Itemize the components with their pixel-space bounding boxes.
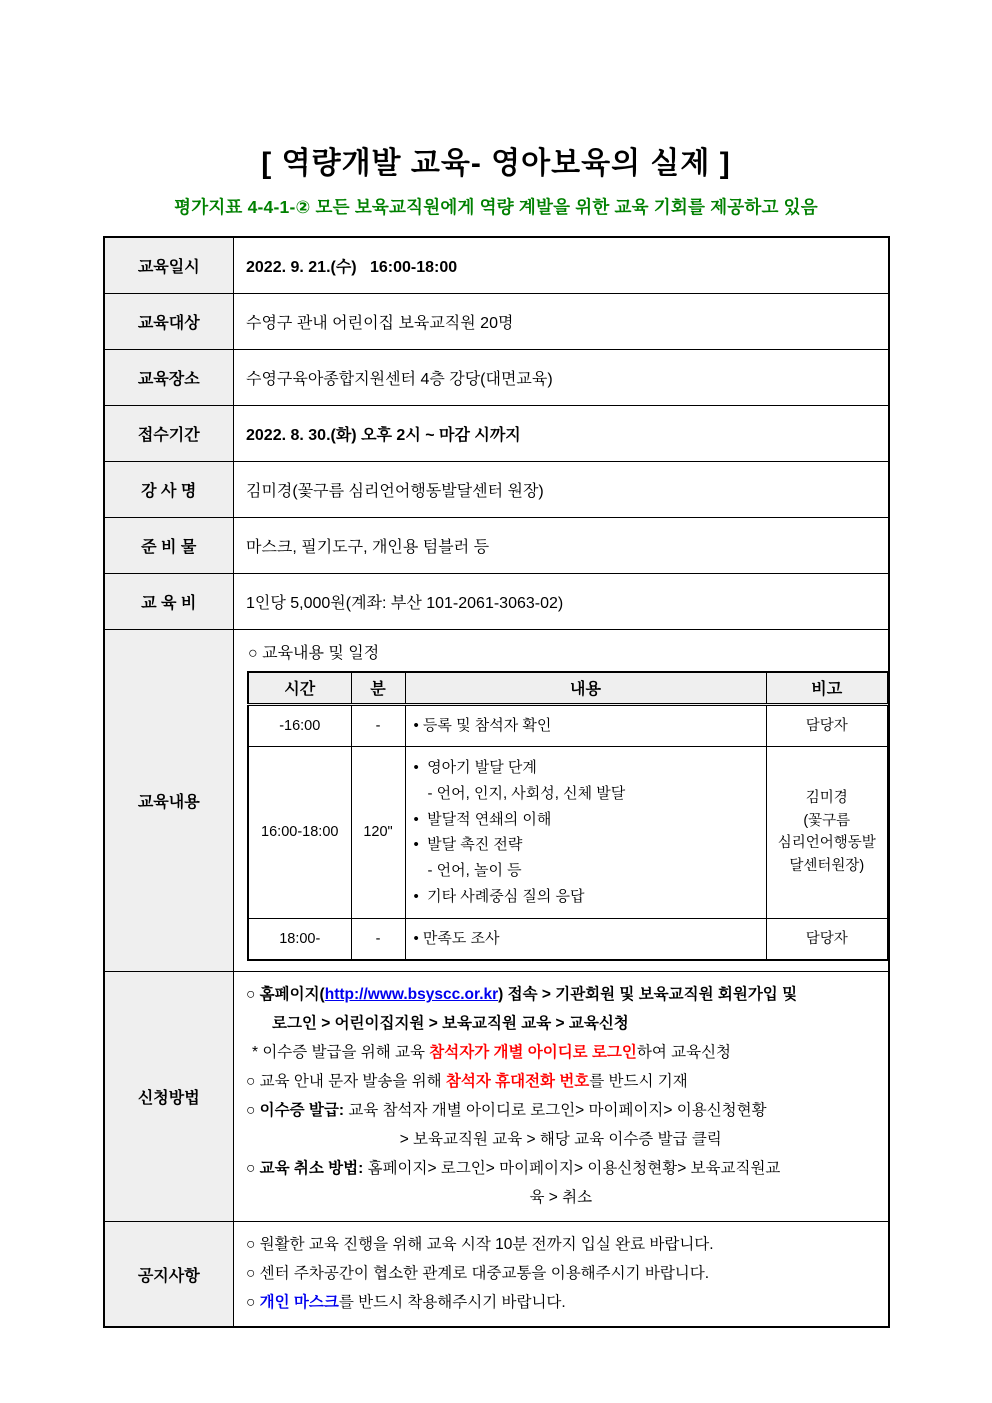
schedule-note: 담당자 [766, 918, 888, 960]
apply-text: ○ [246, 1160, 260, 1178]
row-value: 수영구육아종합지원센터 4층 강당(대면교육) [234, 349, 889, 405]
schedule-content [405, 747, 766, 919]
table-row-schedule [104, 629, 889, 972]
row-label: 준 비 물 [104, 517, 234, 573]
schedule-cell [234, 629, 889, 972]
apply-text: 교육 참석자 개별 아이디로 로그인> 마이페이지> 이용신청현황 [344, 1102, 767, 1120]
apply-text: 홈페이지> 로그인> 마이페이지> 이용신청현황> 보육교직원교 [363, 1160, 781, 1178]
schedule-heading: ○ 교육내용 및 일정 [248, 644, 380, 662]
schedule-content-subline: - 언어, 놀이 등 [427, 862, 522, 880]
schedule-content [405, 918, 766, 960]
education-info-table [103, 236, 890, 1328]
schedule-time: 18:00- [248, 918, 351, 960]
row-value: 1인당 5,000원(계좌: 부산 101-2061-3063-02) [234, 573, 889, 629]
schedule-note: 담당자 [766, 705, 888, 747]
apply-text-bold: 이수증 발급: [259, 1102, 345, 1120]
schedule-content-line: • 발달적 연쇄의 이해 [413, 810, 552, 828]
apply-line-certificate-note [246, 1039, 876, 1068]
notice-cell [234, 1222, 889, 1327]
row-value: 수영구 관내 어린이집 보육교직원 20명 [234, 293, 889, 349]
col-header-content: 내용 [405, 672, 766, 705]
schedule-header-row [248, 672, 888, 705]
apply-text: ) 접속 > 기관회원 및 보육교직원 회원가입 및 [498, 986, 798, 1004]
page-title: [ 역량개발 교육- 영아보육의 실제 ] [261, 147, 731, 180]
schedule-content-subline: - 언어, 인지, 사회성, 신체 발달 [427, 784, 626, 802]
apply-text-bold: 교육 취소 방법: [259, 1160, 364, 1178]
row-label: 교육일시 [104, 237, 234, 293]
row-label: 신청방법 [104, 972, 234, 1222]
schedule-content-line: • 만족도 조사 [413, 930, 500, 948]
schedule-content-line: • 영아기 발달 단계 [413, 759, 537, 776]
row-label: 접수기간 [104, 405, 234, 461]
row-label: 강 사 명 [104, 461, 234, 517]
schedule-row [248, 918, 888, 960]
notice-line-arrival: ○ 원활한 교육 진행을 위해 교육 시작 10분 전까지 입실 완료 바랍니다. [246, 1236, 714, 1254]
table-row [104, 405, 889, 461]
row-value: 김미경(꽃구름 심리언어행동발달센터 원장) [234, 461, 889, 517]
table-row [104, 293, 889, 349]
row-label: 교 육 비 [104, 573, 234, 629]
apply-text-highlight: 참석자 휴대전화 번호 [445, 1073, 590, 1091]
row-label: 공지사항 [104, 1222, 234, 1327]
apply-line-cancel [246, 1155, 876, 1184]
apply-text: ○ [246, 1102, 260, 1120]
row-value: 2022. 9. 21.(수) 16:00-18:00 [234, 237, 889, 293]
col-header-time: 시간 [248, 672, 351, 705]
row-label: 교육내용 [104, 629, 234, 972]
apply-line-certificate-cont: > 보육교직원 교육 > 해당 교육 이수증 발급 클릭 [399, 1131, 722, 1149]
table-row [104, 573, 889, 629]
apply-line-phone [246, 1068, 876, 1097]
homepage-link[interactable]: http://www.bsyscc.or.kr [324, 986, 499, 1004]
table-row-notice [104, 1222, 889, 1327]
apply-text-highlight: 참석자가 개별 아이디로 로그인 [429, 1044, 637, 1062]
table-row [104, 461, 889, 517]
schedule-minutes: - [351, 705, 405, 747]
apply-text: 하여 교육신청 [636, 1044, 732, 1062]
row-value: 마스크, 필기도구, 개인용 텀블러 등 [234, 517, 889, 573]
schedule-content-line: • 등록 및 참석자 확인 [413, 717, 552, 735]
schedule-note-line: 심리언어행동발 [777, 835, 876, 852]
evaluation-indicator-subtitle: 평가지표 4-4-1-② 모든 보육교직원에게 역량 계발을 위한 교육 기회를 제공하고 있음 [174, 197, 818, 217]
schedule-minutes: 120" [351, 747, 405, 919]
schedule-time: -16:00 [248, 705, 351, 747]
col-header-note: 비고 [766, 672, 888, 705]
schedule-content-line: • 기타 사례중심 질의 응답 [413, 887, 585, 905]
apply-text: * 이수증 발급을 위해 교육 [252, 1044, 430, 1062]
notice-text-highlight: 개인 마스크 [259, 1294, 339, 1312]
notice-text: ○ [246, 1294, 260, 1312]
apply-line-homepage-cont: 로그인 > 어린이집지원 > 보육교직원 교육 > 교육신청 [272, 1015, 629, 1033]
row-value: 2022. 8. 30.(화) 오후 2시 ~ 마감 시까지 [234, 405, 889, 461]
schedule-note [766, 747, 888, 919]
apply-method-cell [234, 972, 889, 1222]
notice-text: 를 반드시 착용해주시기 바랍니다. [338, 1294, 566, 1312]
apply-text: 를 반드시 기재 [589, 1073, 688, 1091]
table-row [104, 349, 889, 405]
table-row [104, 237, 889, 293]
schedule-time: 16:00-18:00 [248, 747, 351, 919]
row-label: 교육대상 [104, 293, 234, 349]
apply-text: ○ 교육 안내 문자 발송을 위해 [246, 1073, 446, 1091]
apply-line-homepage [246, 981, 876, 1010]
col-header-minutes: 분 [351, 672, 405, 705]
schedule-note-line: 달센터원장) [789, 857, 865, 874]
schedule-content [405, 705, 766, 747]
schedule-minutes: - [351, 918, 405, 960]
notice-line-parking: ○ 센터 주차공간이 협소한 관계로 대중교통을 이용해주시기 바랍니다. [246, 1265, 710, 1283]
apply-line-certificate [246, 1097, 876, 1126]
schedule-content-line: • 발달 촉진 전략 [413, 836, 523, 854]
table-row [104, 517, 889, 573]
schedule-note-line: (꽃구름 [803, 812, 851, 829]
notice-line-mask [246, 1289, 876, 1318]
schedule-note-line: 김미경 [805, 790, 848, 807]
row-label: 교육장소 [104, 349, 234, 405]
schedule-row [248, 705, 888, 747]
apply-line-cancel-cont: 육 > 취소 [529, 1189, 593, 1207]
table-row-apply [104, 972, 889, 1222]
schedule-table [247, 671, 889, 962]
apply-text: ○ 홈페이지( [246, 986, 325, 1004]
schedule-row [248, 747, 888, 919]
